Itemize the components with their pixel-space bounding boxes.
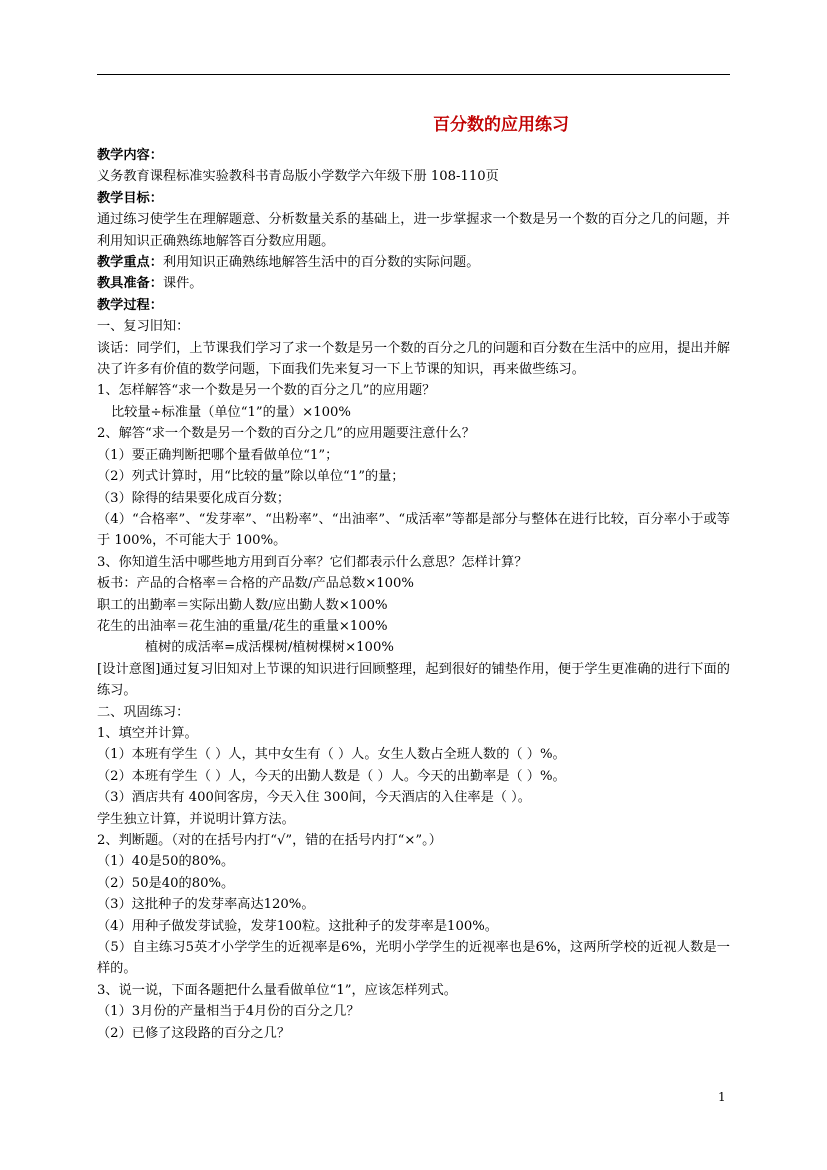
question-1: 1、怎样解答“求一个数是另一个数的百分之几”的应用题？	[97, 383, 436, 399]
exercise-1-item-1: （1）本班有学生（ ）人，其中女生有（ ）人。女生人数占全班人数的（ ）%。	[97, 747, 566, 763]
teaching-aids	[97, 273, 730, 294]
section-review: 一、复习旧知：	[97, 319, 190, 335]
heading-process: 教学过程：	[97, 297, 163, 313]
exercise-2-item-3: （3）这批种子的发芽率高达120%。	[97, 897, 315, 913]
question-2: 2、解答“求一个数是另一个数的百分之几”的应用题要注意什么？	[97, 426, 475, 442]
exercise-2-item-5: （5）自主练习5英才小学学生的近视率是6%，光明小学学生的近视率也是6%，这两所学校的近视人数是一样的。	[97, 940, 730, 977]
header-rule	[97, 74, 730, 75]
exercise-1-note: 学生独立计算，并说明计算方法。	[97, 811, 295, 827]
talk-paragraph: 谈话：同学们，上节课我们学习了求一个数是另一个数的百分之几的问题和百分数在生活中的应用，提出并解决了许多有价值的数学问题，下面我们先来复习一下上节课的知识，再来做些练习。	[97, 340, 730, 378]
key-point	[97, 252, 730, 273]
board-line-4: 植树的成活率=成活棵树/植树棵树×100%	[145, 640, 394, 656]
formula-1: 比较量÷标准量（单位“1”的量）×100%	[111, 404, 351, 420]
exercise-2-item-2: （2）50是40的80%。	[97, 875, 235, 891]
exercise-2-item-4: （4）用种子做发芽试验，发芽100粒。这批种子的发芽率是100%。	[97, 918, 498, 934]
exercise-3: 3、说一说，下面各题把什么量看做单位“1”，应该怎样列式。	[97, 982, 457, 998]
board-line-1: 板书：产品的合格率＝合格的产品数/产品总数×100%	[97, 576, 414, 592]
heading-prep: 教具准备：	[97, 276, 163, 292]
question-2-item-1: （1）要正确判断把哪个量看做单位“1”；	[97, 447, 339, 463]
design-intent: [设计意图]通过复习旧知对上节课的知识进行回顾整理，起到很好的铺垫作用，便于学生更准确的进行下面的练习。	[97, 661, 730, 699]
page-number: 1	[718, 1090, 726, 1104]
exercise-2-item-1: （1）40是50的80%。	[97, 854, 235, 870]
board-line-2: 职工的出勤率＝实际出勤人数/应出勤人数×100%	[97, 597, 388, 613]
section-practice: 二、巩固练习：	[97, 704, 190, 720]
document-body	[97, 145, 730, 1044]
page-title: 百分数的应用练习	[433, 115, 569, 135]
heading-goal: 教学目标：	[97, 190, 163, 206]
exercise-3-item-2: （2）已修了这段路的百分之几？	[97, 1025, 291, 1041]
heading-content: 教学内容：	[97, 148, 163, 163]
question-2-item-3: （3）除得的结果要化成百分数；	[97, 490, 291, 506]
key-text: 利用知识正确熟练地解答生活中的百分数的实际问题。	[162, 255, 480, 271]
heading-key: 教学重点：	[97, 255, 163, 271]
exercise-1-item-3: （3）酒店共有 400间客房，今天入住 300间，今天酒店的入住率是（ ）。	[97, 790, 531, 806]
exercise-2: 2、判断题。（对的在括号内打“√”，错的在括号内打“×”。）	[97, 833, 442, 848]
content-text: 义务教育课程标准实验教科书青岛版小学数学六年级下册 108-110页	[97, 169, 499, 185]
exercise-3-item-1: （1）3月份的产量相当于4月份的百分之几？	[97, 1004, 360, 1020]
exercise-1: 1、填空并计算。	[97, 725, 198, 741]
exercise-1-item-2: （2）本班有学生（ ）人，今天的出勤人数是（ ）人。今天的出勤率是（ ）%。	[97, 768, 566, 784]
question-2-item-4: （4）“合格率”、“发芽率”、“出粉率”、“出油率”、“成活率”等都是部分与整体在进行比较，百分率小于或等于 100%，不可能大于 100%。	[97, 511, 730, 549]
prep-text: 课件。	[162, 276, 203, 292]
goal-text: 通过练习使学生在理解题意、分析数量关系的基础上，进一步掌握求一个数是另一个数的百分之几的问题，并利用知识正确熟练地解答百分数应用题。	[97, 212, 730, 249]
question-2-item-2: （2）列式计算时，用“比较的量”除以单位“1”的量；	[97, 469, 405, 485]
question-3: 3、你知道生活中哪些地方用到百分率？它们都表示什么意思？怎样计算？	[97, 554, 528, 570]
board-line-3: 花生的出油率＝花生油的重量/花生的重量×100%	[97, 618, 388, 634]
